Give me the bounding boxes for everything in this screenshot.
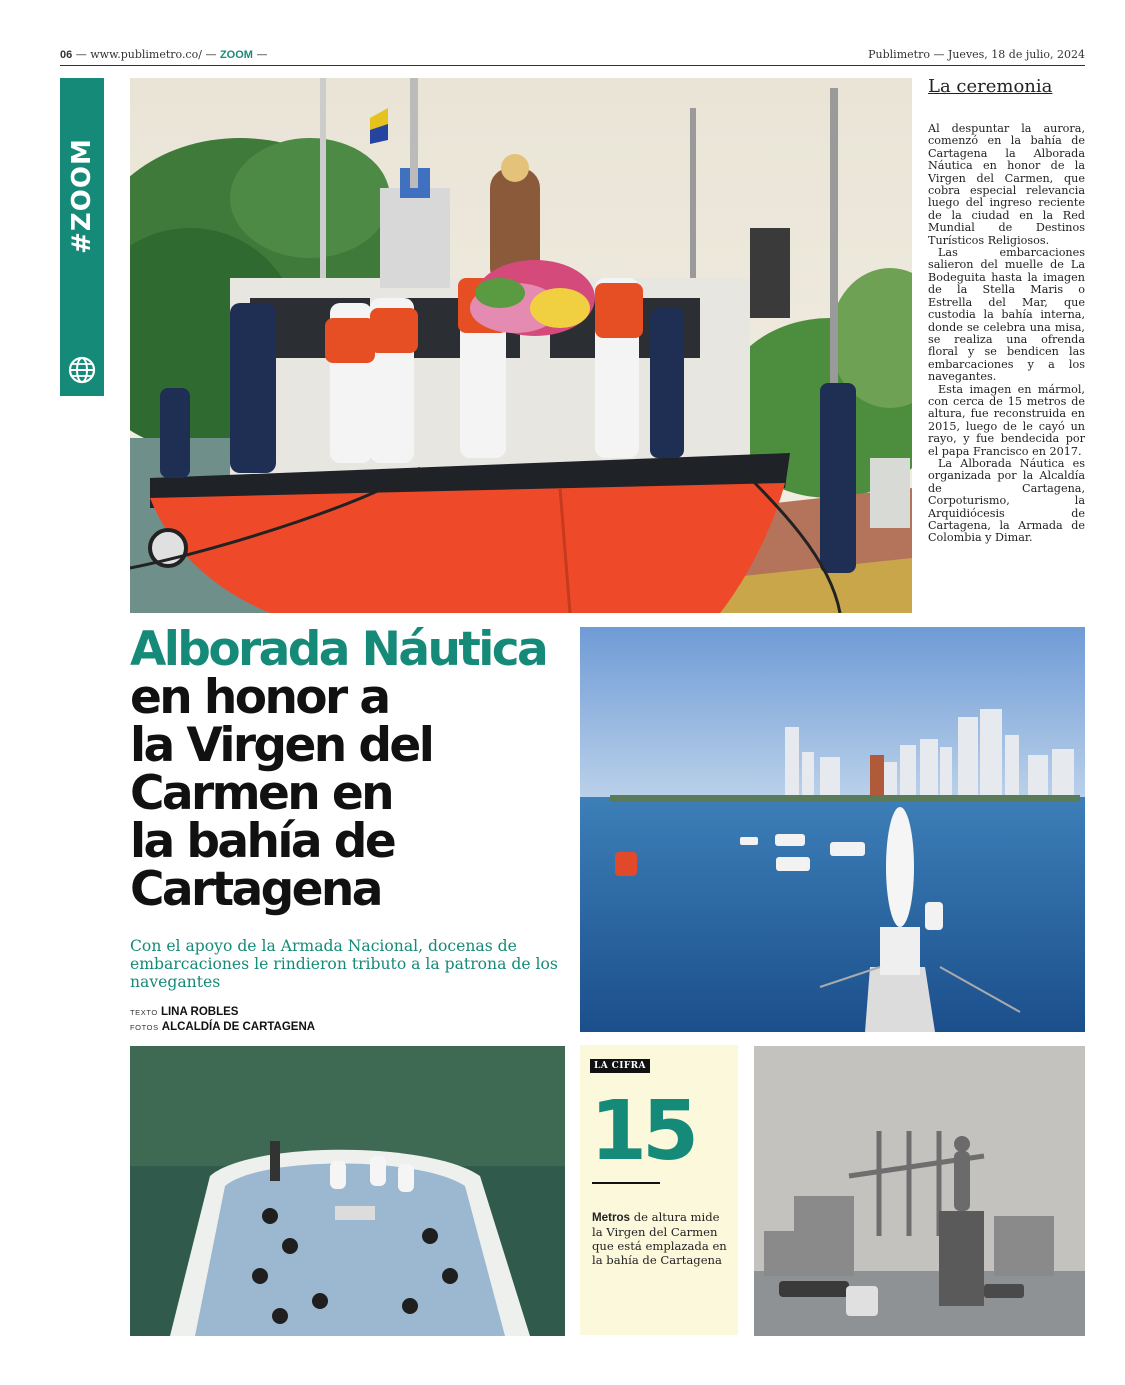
section-name: ZOOM [219, 49, 253, 61]
article-credits [130, 1005, 315, 1035]
photo-deck-mass-aerial [130, 1046, 565, 1336]
header-left: 06 — www.publimetro.co/ — ZOOM — [60, 48, 268, 61]
credit-photo-label: FOTOS [130, 1023, 159, 1032]
sidebar-body [928, 123, 1085, 545]
cifra-divider [592, 1182, 660, 1184]
sidebar-paragraph: Al despuntar la aurora, comenzó en la bahía de Cartagena la Alborada Náutica en honor de la Virgen del Carmen, que cobra especial relevancia luego del ingreso reciente de la ciudad en la Red Mundial de Destinos Turísticos Religiosos. [928, 122, 1085, 247]
headline-highlight: Alborada Náutica [130, 622, 547, 677]
cifra-text-rest: de altura mide la Virgen del Carmen que está emplazada en la bahía de Cartagena [592, 1210, 727, 1267]
photo-bay-statue-aerial [580, 627, 1085, 1032]
la-cifra-box [580, 1045, 738, 1335]
cifra-tag: LA CIFRA [590, 1059, 650, 1073]
page-number: 06 [60, 49, 73, 61]
cifra-number: 15 [590, 1084, 695, 1179]
photo-navy-boat-procession [130, 78, 912, 613]
sidebar-paragraph: Las embarcaciones salieron del muelle de La Bodeguita hasta la imagen de la Stella Maris o Estrella del Mar, que custodia la bahía interna, donde se celebra una misa, se realiza una ofrenda floral y se bendicen las embarcaciones y a los navegantes. [928, 246, 1085, 384]
headline-line: en honor a [130, 670, 389, 725]
cifra-text-bold: Metros [592, 1211, 631, 1224]
article-subhead: Con el apoyo de la Armada Nacional, docenas de embarcaciones le rindieron tributo a la patrona de los navegantes [130, 937, 558, 991]
headline-line: la bahía de [130, 814, 395, 869]
credit-text-label: TEXTO [130, 1008, 158, 1017]
cifra-text [592, 1210, 728, 1267]
headline-line: la Virgen del [130, 718, 433, 773]
sidebar-title: La ceremonia [928, 76, 1053, 97]
headline-line: Cartagena [130, 862, 381, 917]
headline-line: Carmen en [130, 766, 392, 821]
section-side-tab [60, 78, 104, 396]
page-header [60, 47, 1085, 66]
sidebar-paragraph: La Alborada Náutica es organizada por la Alcaldía de Cartagena, Corpoturismo, la Arquidiócesis de Cartagena, la Armada de Colombia y Dimar. [928, 456, 1085, 545]
side-tab-label: #ZOOM [67, 138, 97, 254]
photo-statue-port-cranes [754, 1046, 1085, 1336]
article-headline [130, 622, 570, 917]
sidebar-paragraph: Esta imagen en mármol, con cerca de 15 metros de altura, fue reconstruida en 2015, luego de le cayó un rayo, y fue bendecida por el papa Francisco en 2017. [928, 382, 1085, 458]
website-link[interactable]: www.publimetro.co/ [90, 48, 202, 61]
credit-text-name: LINA ROBLES [160, 1006, 239, 1018]
publication-date: Publimetro — Jueves, 18 de julio, 2024 [868, 48, 1085, 61]
credit-photo-name: ALCALDÍA DE CARTAGENA [161, 1021, 316, 1033]
globe-icon [68, 356, 96, 384]
